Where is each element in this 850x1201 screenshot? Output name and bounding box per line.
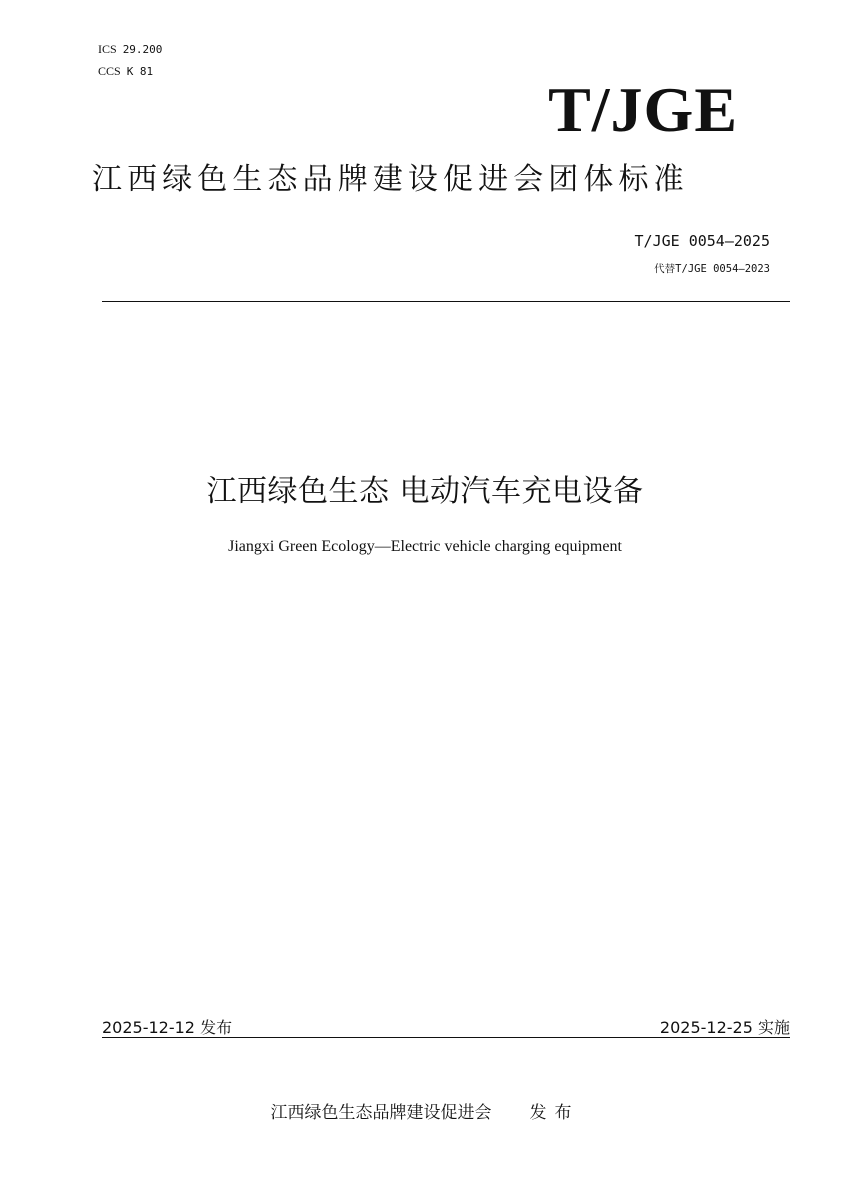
replaces-standard: 代替T/JGE 0054—2023 [654, 263, 770, 275]
effective-date: 2025-12-25 实施 [659, 1018, 790, 1037]
publisher-action: 发布 [529, 1103, 580, 1123]
publisher-line [0, 1098, 850, 1123]
publisher-name: 江西绿色生态品牌建设促进会 [270, 1103, 492, 1123]
standard-brand-code: T/JGE [548, 74, 738, 145]
ccs-label: CCS [98, 64, 121, 78]
ccs-line [98, 64, 153, 79]
document-title-cn: 江西绿色生态 电动汽车充电设备 [206, 474, 644, 509]
ics-line [98, 42, 162, 57]
ccs-code: K 81 [126, 65, 154, 78]
header-divider [102, 301, 790, 302]
standard-number: T/JGE 0054—2025 [634, 232, 770, 250]
footer-divider [102, 1037, 790, 1038]
ics-code: 29.200 [122, 43, 163, 56]
organization-standard-title: 江西绿色生态品牌建设促进会团体标准 [92, 162, 689, 197]
publish-date: 2025-12-12 发布 [102, 1018, 233, 1037]
document-title-en: Jiangxi Green Ecology—Electric vehicle charging equipment [228, 538, 622, 555]
ics-label: ICS [98, 42, 117, 56]
